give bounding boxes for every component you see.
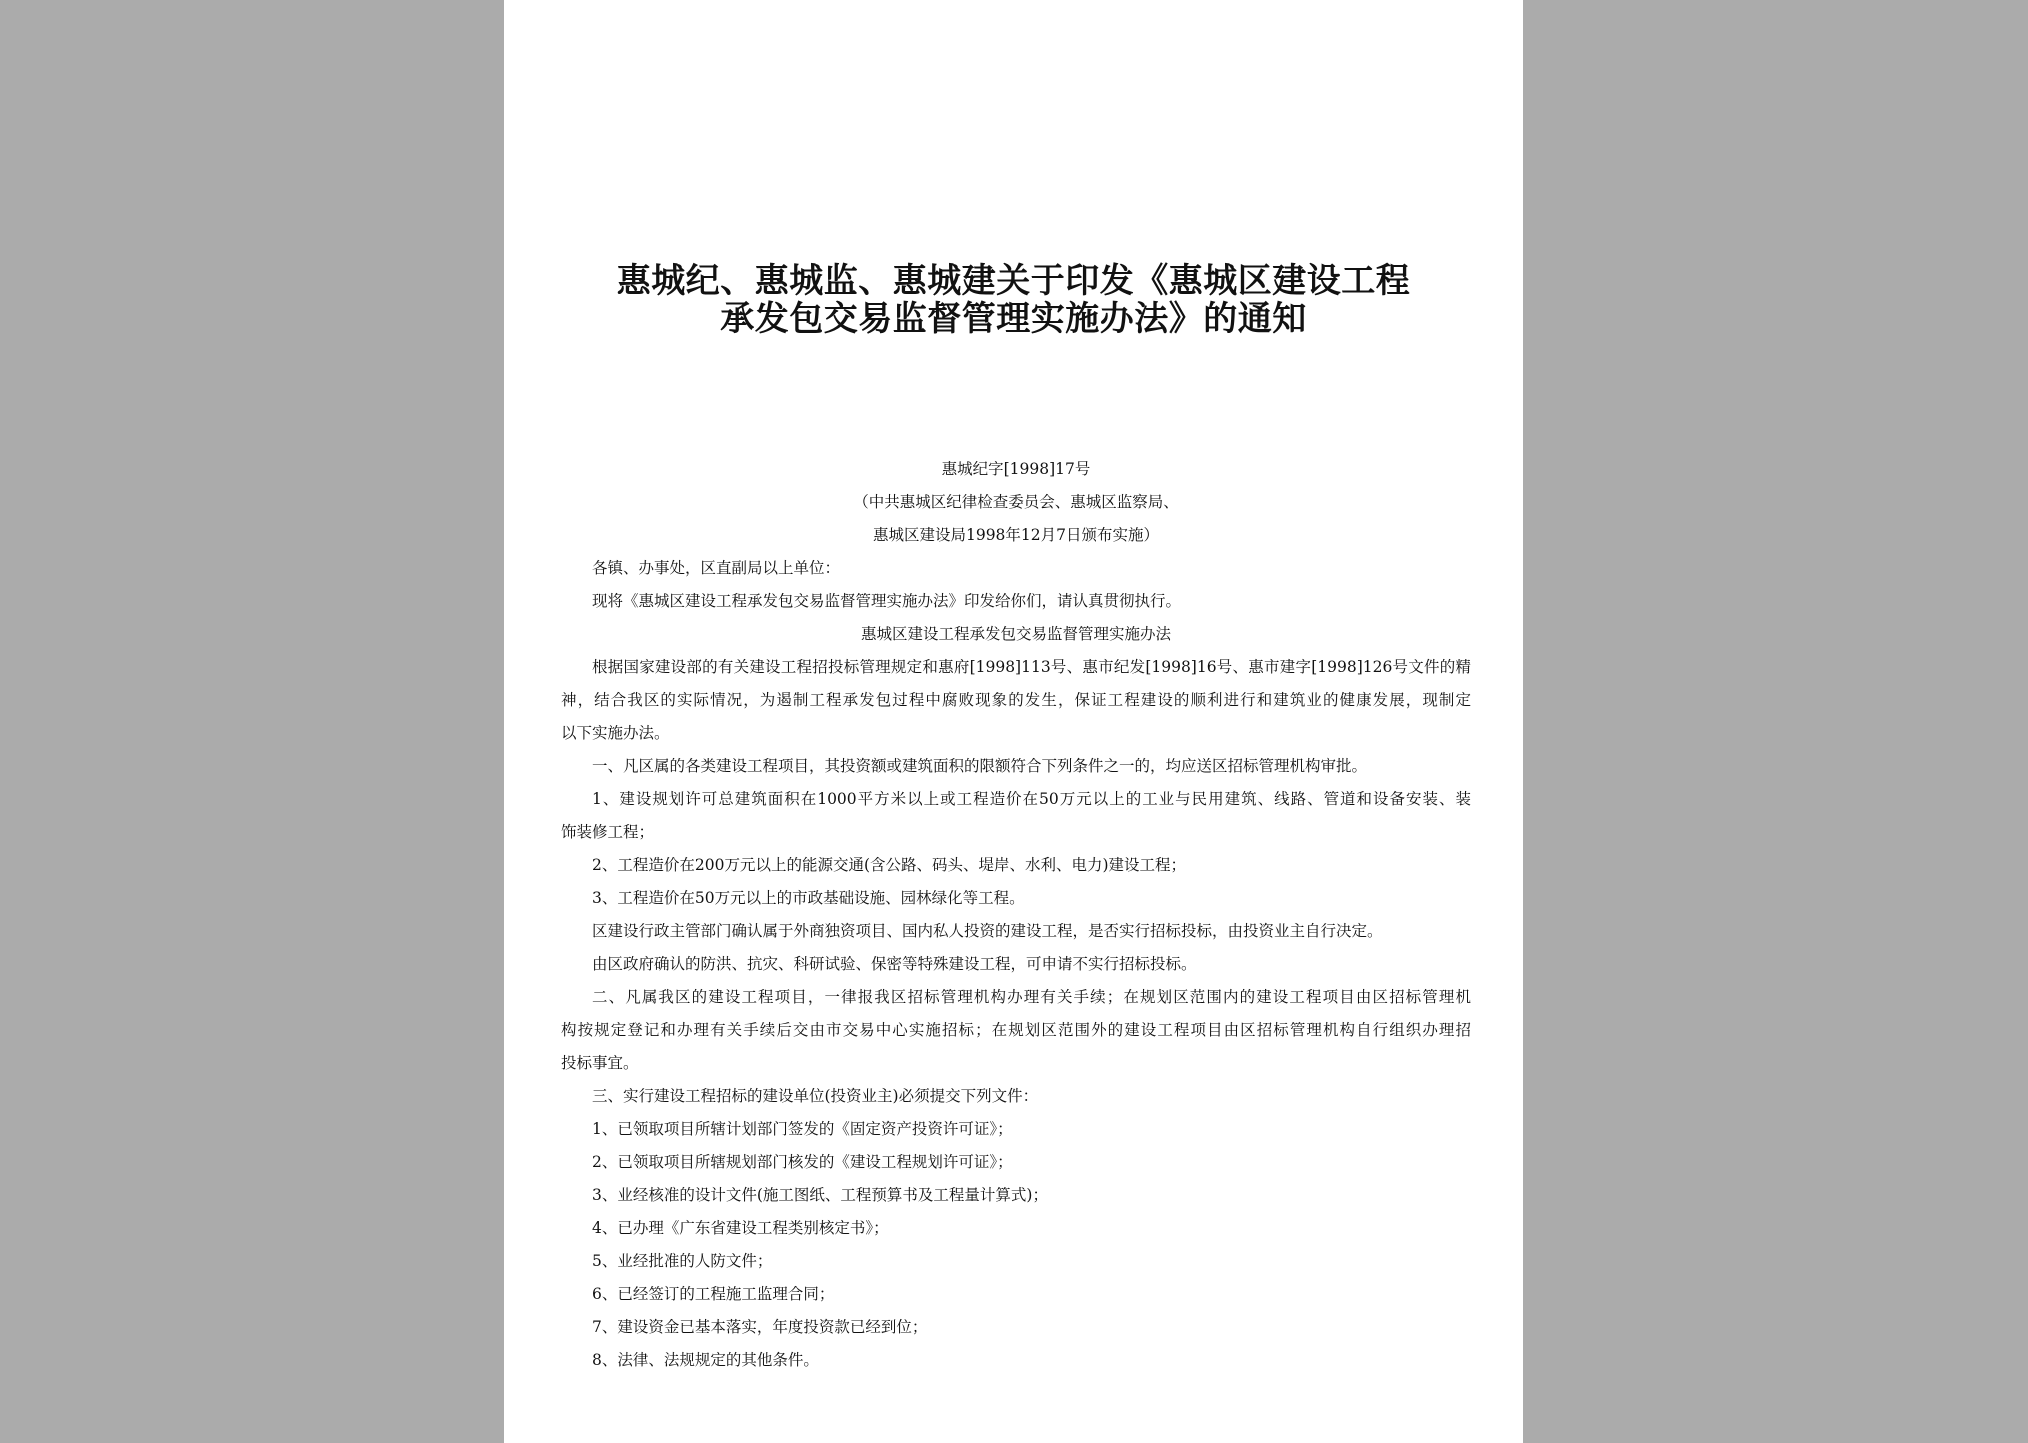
section2-line-3: 投标事宜。 [561, 1054, 639, 1072]
doc-number: 惠城纪字[1998]17号 [941, 460, 1091, 478]
section3-heading: 三、实行建设工程招标的建设单位(投资业主)必须提交下列文件： [592, 1087, 1039, 1105]
section3-item-7: 7、建设资金已基本落实，年度投资款已经到位； [592, 1318, 928, 1336]
preamble-line-1: 根据国家建设部的有关建设工程招投标管理规定和惠府[1998]113号、惠市纪发[1998]16号、惠市建字[1998]126号文件的精 [592, 658, 1471, 676]
addressee: 各镇、办事处，区直副局以上单位： [592, 559, 841, 577]
preamble-line-2: 神，结合我区的实际情况，为遏制工程承发包过程中腐败现象的发生，保证工程建设的顺利进行和建筑业的健康发展，现制定 [561, 691, 1471, 709]
section1-item3: 3、工程造价在50万元以上的市政基础设施、园林绿化等工程。 [592, 889, 1025, 907]
section1-heading: 一、凡区属的各类建设工程项目，其投资额或建筑面积的限额符合下列条件之一的，均应送区招标管理机构审批。 [592, 757, 1368, 775]
notice-text: 现将《惠城区建设工程承发包交易监督管理实施办法》印发给你们，请认真贯彻执行。 [592, 592, 1182, 610]
title-line-1: 惠城纪、惠城监、惠城建关于印发《惠城区建设工程 [616, 261, 1411, 301]
document-body [561, 453, 1471, 1377]
section1-note2: 由区政府确认的防洪、抗灾、科研试验、保密等特殊建设工程，可申请不实行招标投标。 [592, 955, 1197, 973]
document-page [504, 0, 1523, 1443]
title-line-2: 承发包交易监督管理实施办法》的通知 [720, 299, 1307, 339]
section3-item-3: 3、业经核准的设计文件(施工图纸、工程预算书及工程量计算式)； [592, 1186, 1048, 1204]
section1-item2: 2、工程造价在200万元以上的能源交通(含公路、码头、堤岸、水利、电力)建设工程； [592, 856, 1187, 874]
preamble-line-3: 以下实施办法。 [561, 724, 670, 742]
section3-item-1: 1、已领取项目所辖计划部门签发的《固定资产投资许可证》； [592, 1120, 1013, 1138]
section3-item-5: 5、业经批准的人防文件； [592, 1252, 773, 1270]
issuers-line-2: 惠城区建设局1998年12月7日颁布实施） [872, 526, 1160, 544]
section3-item-6: 6、已经签订的工程施工监理合同； [592, 1285, 835, 1303]
issuers-line-1: （中共惠城区纪律检查委员会、惠城区监察局、 [853, 493, 1179, 511]
section3-item-8: 8、法律、法规规定的其他条件。 [592, 1351, 819, 1369]
section3-item-2: 2、已领取项目所辖规划部门核发的《建设工程规划许可证》； [592, 1153, 1013, 1171]
sub-title: 惠城区建设工程承发包交易监督管理实施办法 [860, 625, 1171, 643]
section2-line-1: 二、凡属我区的建设工程项目，一律报我区招标管理机构办理有关手续；在规划区范围内的建设工程项目由区招标管理机 [592, 988, 1471, 1006]
section1-note1: 区建设行政主管部门确认属于外商独资项目、国内私人投资的建设工程，是否实行招标投标，由投资业主自行决定。 [592, 922, 1383, 940]
section1-item1-line-1: 1、建设规划许可总建筑面积在1000平方米以上或工程造价在50万元以上的工业与民用建筑、线路、管道和设备安装、装 [592, 790, 1471, 808]
section2-line-2: 构按规定登记和办理有关手续后交由市交易中心实施招标；在规划区范围外的建设工程项目由区招标管理机构自行组织办理招 [561, 1021, 1471, 1039]
section3-item-4: 4、已办理《广东省建设工程类别核定书》； [592, 1219, 889, 1237]
section1-item1-line-2: 饰装修工程； [561, 823, 655, 841]
page-title [504, 262, 1523, 338]
